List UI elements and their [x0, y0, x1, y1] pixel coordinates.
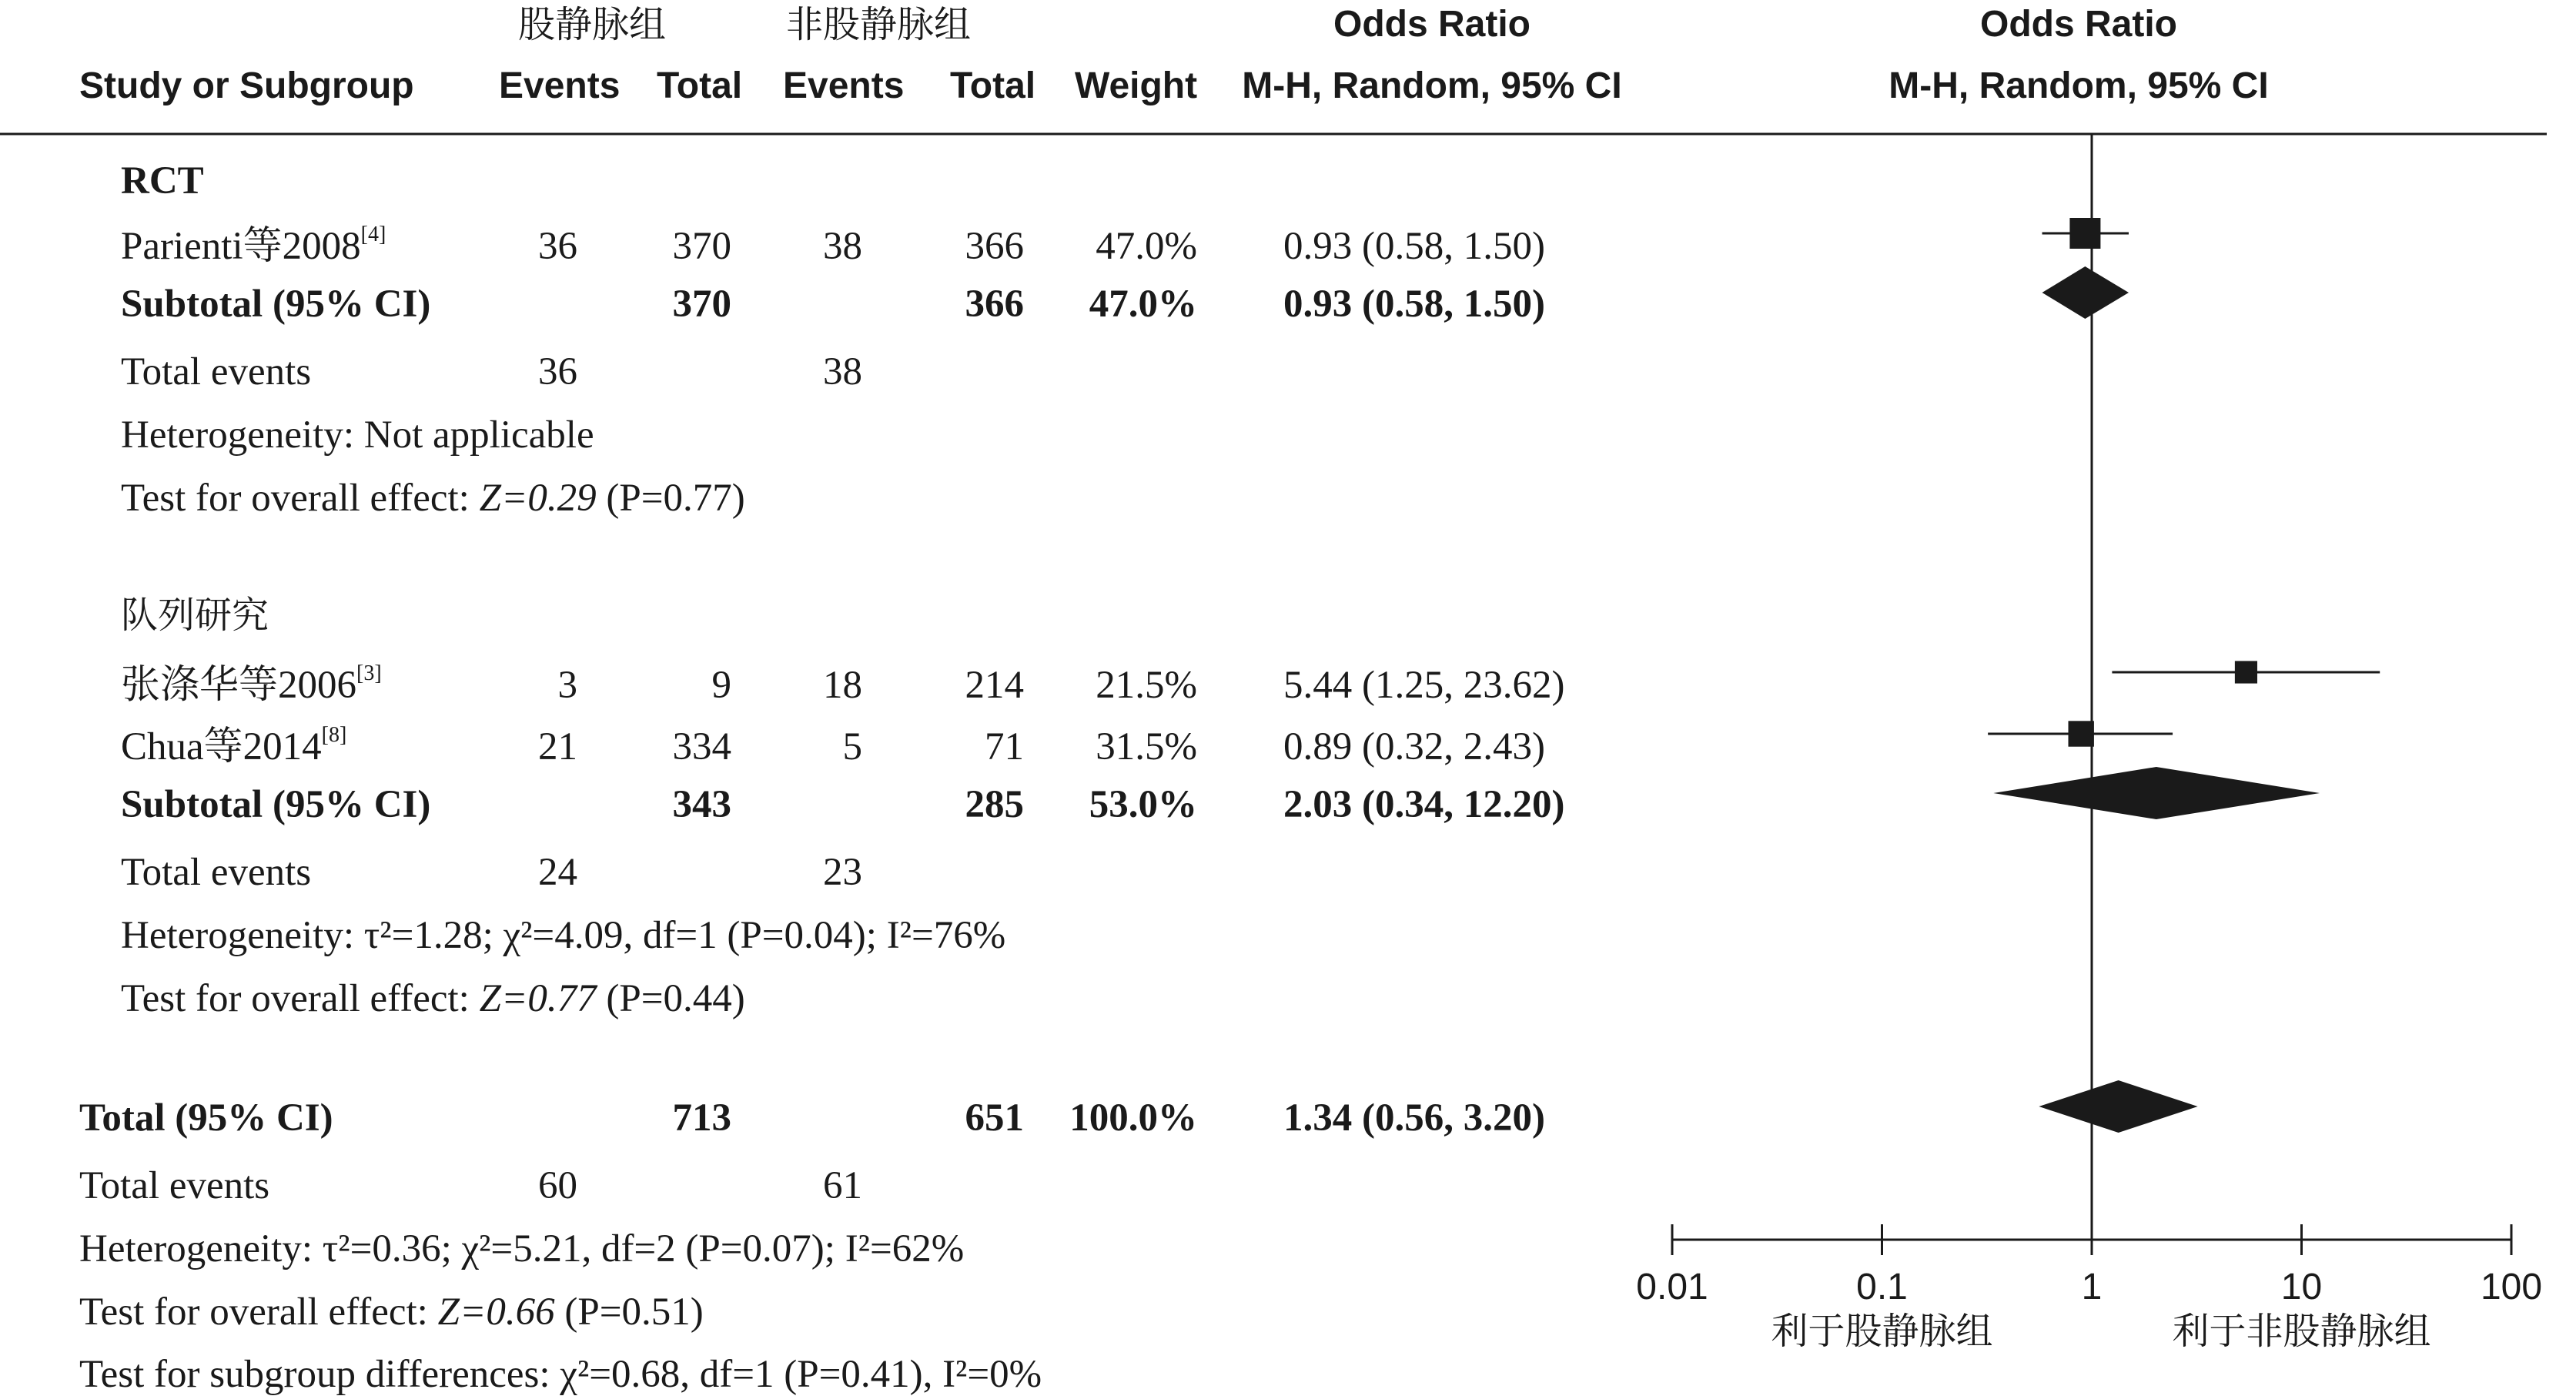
rct-subtotal-weight: 47.0%	[1089, 283, 1197, 326]
study-name: Parienti等2008	[121, 225, 361, 268]
cohort-total-events-label: Total events	[121, 851, 312, 894]
cohort-study2-t1: 334	[672, 725, 731, 768]
x-tick-label: 0.1	[1856, 1267, 1908, 1307]
overall-prefix: Test for overall effect:	[121, 977, 480, 1020]
events1-header: Events	[499, 65, 621, 106]
reference: [3]	[356, 661, 382, 685]
overall-p: (P=0.44)	[606, 977, 745, 1020]
rct-section-title: RCT	[121, 159, 204, 203]
cohort-study2-ci: 0.89 (0.32, 2.43)	[1283, 725, 1545, 768]
cohort-study2-e2: 5	[842, 725, 862, 768]
method-left-header: M-H, Random, 95% CI	[1242, 65, 1622, 106]
cohort-study1-weight: 21.5%	[1096, 664, 1197, 707]
rct-subtotal-t2: 366	[965, 283, 1024, 326]
rct-study1-e1: 36	[538, 225, 577, 268]
subgroup-differences: Test for subgroup differences: χ²=0.68, df=1 (P=0.41), I²=0%	[79, 1353, 1042, 1396]
study-name: 张涤华等2006	[121, 664, 357, 707]
total-events-e2: 61	[823, 1164, 862, 1207]
overall-p: (P=0.51)	[564, 1291, 704, 1334]
events2-header: Events	[783, 65, 905, 106]
total-weight: 100.0%	[1069, 1096, 1197, 1140]
odds-ratio-right-header: Odds Ratio	[1979, 4, 2177, 45]
x-tick-label: 100	[2480, 1267, 2543, 1307]
total-t1: 713	[672, 1096, 731, 1140]
rct-study1-ci: 0.93 (0.58, 1.50)	[1283, 225, 1545, 268]
rct-study1-t1: 370	[672, 225, 731, 268]
cohort-section-title: 队列研究	[121, 594, 269, 637]
cohort-subtotal-ci: 2.03 (0.34, 12.20)	[1283, 783, 1565, 826]
rct-total-events-label: Total events	[121, 350, 312, 393]
rct-study1-weight: 47.0%	[1096, 225, 1197, 268]
total2-header: Total	[950, 65, 1036, 106]
study-name: Chua等2014	[121, 725, 322, 768]
favours-right-label: 利于非股静脉组	[2172, 1310, 2431, 1353]
rct-subtotal-label: Subtotal (95% CI)	[121, 283, 431, 326]
cohort-study2-e1: 21	[538, 725, 577, 768]
study-col-header: Study or Subgroup	[79, 65, 414, 106]
weight-header: Weight	[1075, 65, 1198, 106]
total-ci: 1.34 (0.56, 3.20)	[1283, 1096, 1545, 1140]
cohort-subtotal-label: Subtotal (95% CI)	[121, 783, 431, 826]
pooled-diamond	[2042, 266, 2129, 319]
group2-header: 非股静脉组	[786, 3, 972, 46]
study-point-square	[2069, 721, 2094, 746]
cohort-study2-weight: 31.5%	[1096, 725, 1197, 768]
total-events-label: Total events	[79, 1164, 270, 1207]
study-point-square	[2069, 218, 2100, 249]
total1-header: Total	[657, 65, 743, 106]
cohort-study1-e1: 3	[557, 664, 577, 707]
x-tick-label: 10	[2280, 1267, 2323, 1307]
group1-header: 股静脉组	[518, 3, 667, 46]
total-t2: 651	[965, 1096, 1024, 1140]
pooled-diamond	[1993, 767, 2320, 819]
cohort-study1-t2: 214	[965, 664, 1024, 707]
rct-total-events-e1: 36	[538, 350, 577, 393]
cohort-study1-ci: 5.44 (1.25, 23.62)	[1283, 664, 1565, 707]
reference: [4]	[360, 223, 386, 246]
rct-study1-t2: 366	[965, 225, 1024, 268]
cohort-study2-t2: 71	[985, 725, 1024, 768]
rct-subtotal-t1: 370	[672, 283, 731, 326]
method-right-header: M-H, Random, 95% CI	[1889, 65, 2269, 106]
rct-total-events-e2: 38	[823, 350, 862, 393]
total-events-e1: 60	[538, 1164, 577, 1207]
favours-left-label: 利于股静脉组	[1771, 1310, 1993, 1353]
cohort-total-events-e1: 24	[538, 851, 577, 894]
overall-prefix: Test for overall effect:	[79, 1291, 438, 1334]
cohort-subtotal-t2: 285	[965, 783, 1024, 826]
total-heterogeneity: Heterogeneity: τ²=0.36; χ²=5.21, df=2 (P=0.07); I²=62%	[79, 1227, 965, 1270]
cohort-study1-t1: 9	[711, 664, 731, 707]
rct-heterogeneity: Heterogeneity: Not applicable	[121, 413, 594, 457]
overall-prefix: Test for overall effect:	[121, 477, 480, 520]
overall-p: (P=0.77)	[606, 477, 745, 520]
cohort-total-events-e2: 23	[823, 851, 862, 894]
odds-ratio-left-header: Odds Ratio	[1333, 4, 1531, 45]
overall-stat: Z=0.29	[479, 477, 597, 520]
cohort-study1-e2: 18	[823, 664, 862, 707]
x-tick-label: 0.01	[1636, 1267, 1708, 1307]
cohort-subtotal-weight: 53.0%	[1089, 783, 1197, 826]
reference: [8]	[321, 723, 347, 747]
cohort-heterogeneity: Heterogeneity: τ²=1.28; χ²=4.09, df=1 (P=0.04); I²=76%	[121, 914, 1006, 957]
total-label: Total (95% CI)	[79, 1096, 333, 1140]
rct-study1-e2: 38	[823, 225, 862, 268]
x-tick-label: 1	[2081, 1267, 2103, 1307]
pooled-diamond	[2039, 1080, 2197, 1133]
study-point-square	[2235, 661, 2257, 683]
rct-subtotal-ci: 0.93 (0.58, 1.50)	[1283, 283, 1545, 326]
overall-stat: Z=0.77	[479, 977, 597, 1020]
overall-stat: Z=0.66	[437, 1291, 555, 1334]
cohort-subtotal-t1: 343	[672, 783, 731, 826]
